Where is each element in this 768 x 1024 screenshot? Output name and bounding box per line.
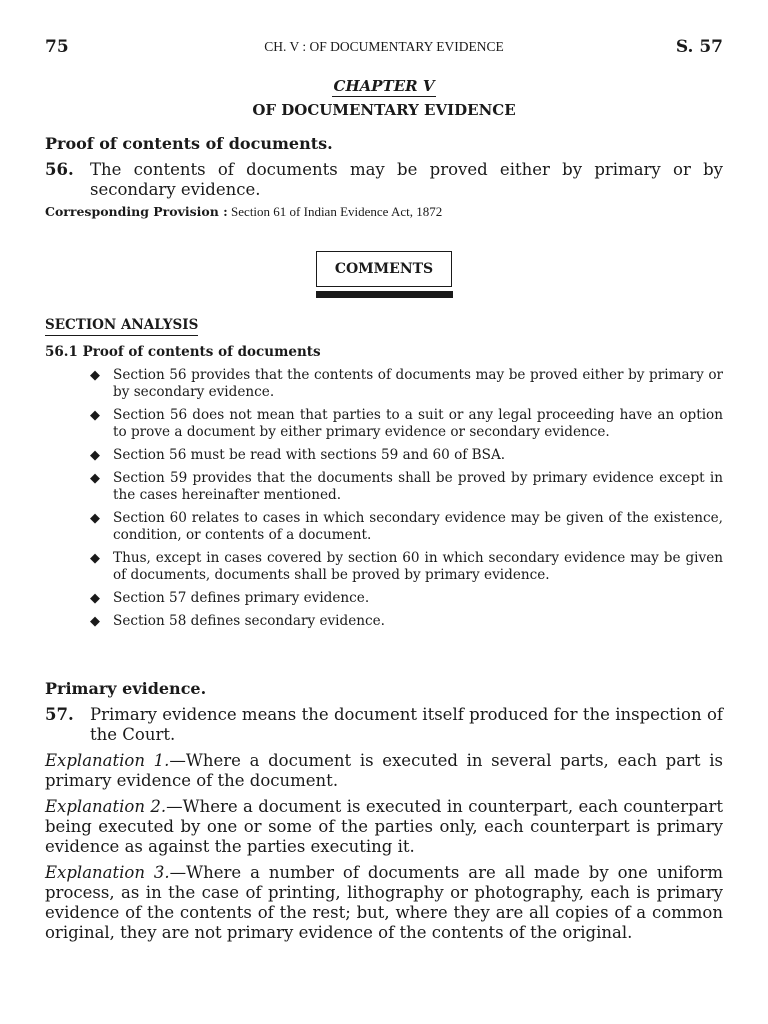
explanation-1 — [45, 751, 723, 791]
section-56-heading: Proof of contents of documents. — [45, 134, 333, 153]
section-56-number: 56. — [45, 160, 74, 179]
list-item: ◆ Section 57 defines primary evidence. — [90, 590, 370, 606]
corresponding-provision-text: Section 61 of Indian Evidence Act, 1872 — [227, 204, 443, 219]
page-number: 75 — [45, 37, 69, 57]
list-item: ◆ Section 56 does not mean that parties to a suit or any legal proceeding have an option to prove a document by either primary evidence or secondary evidence. — [90, 407, 723, 440]
section-57 — [45, 705, 723, 745]
chapter-title: OF DOCUMENTARY EVIDENCE — [252, 101, 516, 119]
document-page — [45, 0, 723, 1024]
diamond-bullet-icon: ◆ — [90, 368, 100, 383]
corresponding-provision — [45, 204, 442, 220]
list-item: ◆ Thus, except in cases covered by section 60 in which secondary evidence may be given of documents, documents shall be proved by primary evidence. — [90, 550, 723, 583]
section-57-heading: Primary evidence. — [45, 679, 207, 698]
section-57-text: Primary evidence means the document itself produced for the inspection of the Court. — [90, 705, 723, 744]
section-reference: S. 57 — [675, 37, 723, 57]
explanation-2-text: —Where a document is executed in counterpart, each counterpart being executed by one or some of the parties only, each counterpart is primary evidence as against the parties executing it. — [45, 797, 723, 856]
comments-underline-bar — [316, 291, 453, 298]
comments-box: COMMENTS — [316, 251, 452, 287]
list-item: ◆ Section 60 relates to cases in which secondary evidence may be given of the existence, condition, or contents of a document. — [90, 510, 723, 543]
explanation-3-label: Explanation 3. — [45, 863, 170, 882]
section-56 — [45, 160, 723, 200]
list-item: ◆ Section 59 provides that the documents shall be proved by primary evidence except in the cases hereinafter mentioned. — [90, 470, 723, 503]
diamond-bullet-icon: ◆ — [90, 471, 100, 486]
list-item: ◆ Section 56 provides that the contents of documents may be proved either by primary or by secondary evidence. — [90, 367, 723, 400]
section-56-text: The contents of documents may be proved either by primary or by secondary evidence. — [90, 160, 723, 199]
diamond-bullet-icon: ◆ — [90, 448, 100, 463]
diamond-bullet-icon: ◆ — [90, 591, 100, 606]
list-item: ◆ Section 58 defines secondary evidence. — [90, 613, 386, 629]
explanation-1-text: —Where a document is executed in several parts, each part is primary evidence of the document. — [45, 751, 723, 790]
analysis-bullet-list — [90, 367, 723, 636]
explanation-3-text: —Where a number of documents are all made by one uniform process, as in the case of printing, lithography or photography, each is primary evidence of the contents of the rest; but, where they are all copies of a common original, they are not primary evidence of the contents of the original. — [45, 863, 723, 942]
running-header — [45, 37, 723, 57]
subsection-heading: 56.1 Proof of contents of documents — [45, 344, 321, 360]
diamond-bullet-icon: ◆ — [90, 511, 100, 526]
explanation-1-label: Explanation 1. — [45, 751, 170, 770]
section-57-number: 57. — [45, 705, 74, 724]
chapter-label: CHAPTER V — [333, 77, 435, 95]
list-item: ◆ Section 56 must be read with sections 59 and 60 of BSA. — [90, 447, 506, 463]
chapter-label-wrap — [45, 76, 723, 97]
diamond-bullet-icon: ◆ — [90, 614, 100, 629]
corresponding-provision-label: Corresponding Provision : — [45, 204, 228, 219]
diamond-bullet-icon: ◆ — [90, 551, 100, 566]
explanation-2 — [45, 797, 723, 857]
diamond-bullet-icon: ◆ — [90, 408, 100, 423]
explanation-3 — [45, 863, 723, 943]
section-analysis-heading: SECTION ANALYSIS — [45, 317, 198, 336]
explanation-2-label: Explanation 2. — [45, 797, 167, 816]
running-title: CH. V : OF DOCUMENTARY EVIDENCE — [264, 39, 504, 54]
